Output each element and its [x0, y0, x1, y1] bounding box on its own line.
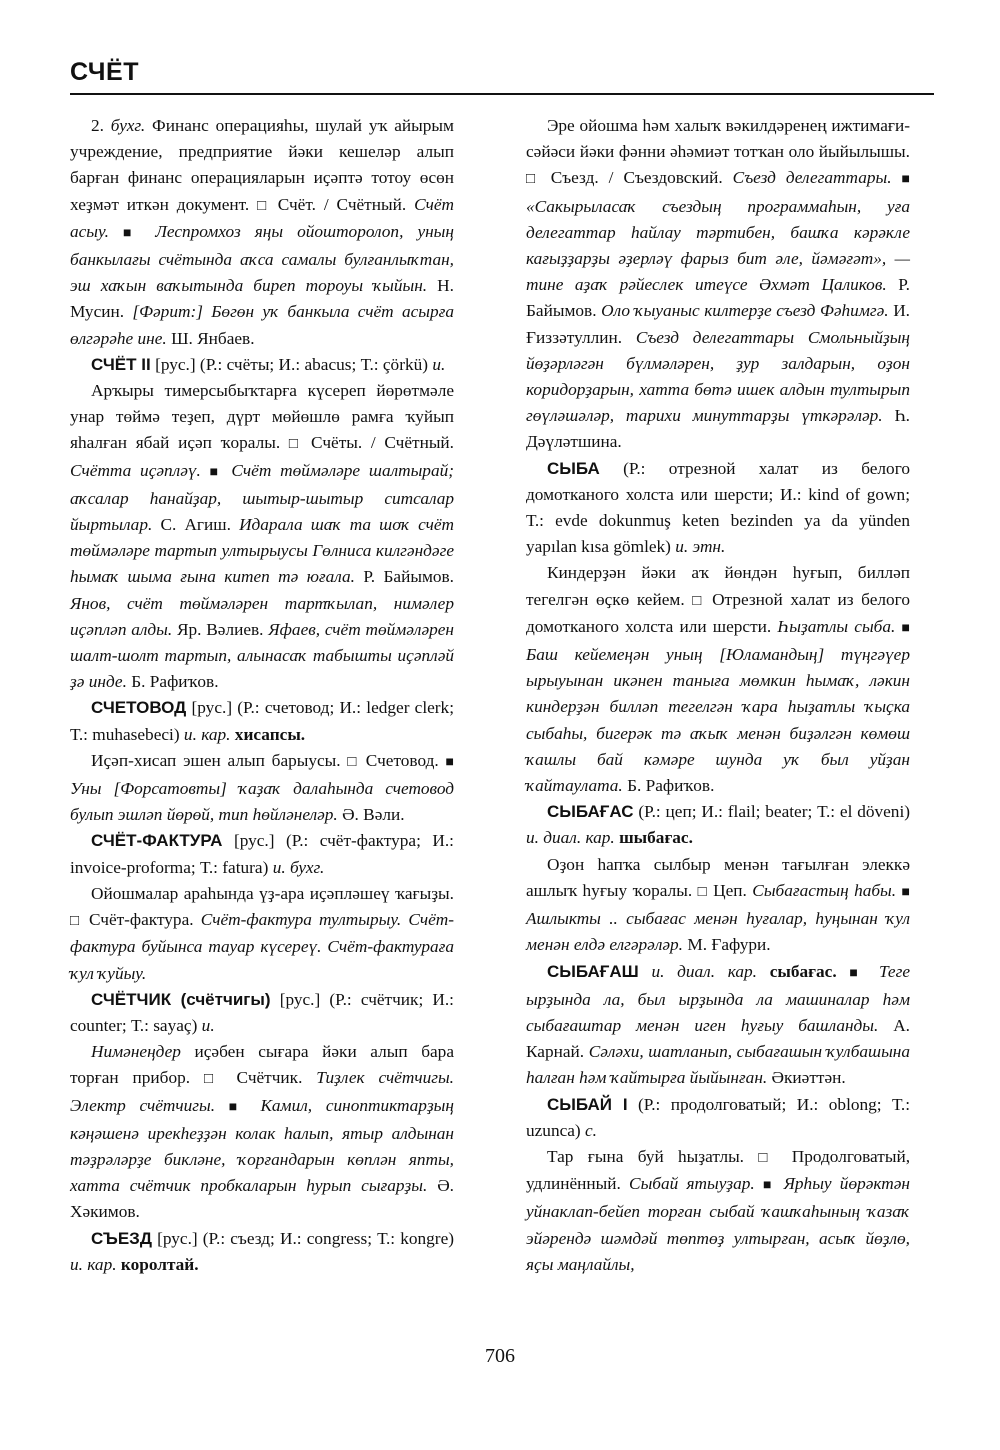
definition: Иҫәп-хисап эшен алып барыусы.	[91, 750, 341, 770]
part-of-speech: и. кар.	[183, 724, 231, 744]
entry-head-line	[70, 352, 454, 378]
quotation-bullet-icon: ■	[849, 965, 867, 981]
cross-reference: шыбағас.	[619, 828, 693, 848]
quotation-author: Әкиәттән.	[771, 1068, 846, 1088]
translation-square-icon: □	[347, 753, 359, 770]
quotation: Счёт төймәләре шалтырай; аҡсалар һанайҙар, шытыр-шытыр ситсалар йыртылар.	[70, 460, 454, 535]
headword: СЫБАЙ I	[547, 1094, 628, 1114]
definition: Тар ғына буй һыҙатлы.	[547, 1146, 745, 1166]
quotation-author: Р. Байымов.	[363, 567, 455, 587]
quotation: Ярһыу йөрәктән уйнаклап-бейеп торған сыбай ҡашҡаһының ҡазаҡ эйәрендә шәмдәй төптөҙ ултырған, асыҡ йөҙлө, яҫы маңлайлы,	[526, 1174, 910, 1274]
quotation-bullet-icon: ■	[209, 464, 223, 480]
translation-square-icon: □	[257, 197, 270, 214]
entry-syezd	[70, 1226, 454, 1278]
translation: Счёт. / Счётный.	[277, 194, 407, 214]
part-of-speech: и.	[201, 1015, 215, 1035]
running-header: СЧЁТ	[70, 58, 139, 86]
quotation-bullet-icon: ■	[901, 884, 910, 900]
example: Съезд делегаттары.	[732, 168, 892, 188]
quotation: Идарала шаҡ та шоҡ счёт төймәләре тартып ултырыусы Гөлниса килгәндәге һымаҡ шыма ғына китеп тә юғала.	[70, 515, 454, 587]
entry-head-line	[526, 799, 910, 851]
entry-paragraph	[70, 748, 454, 829]
translation-square-icon: □	[288, 436, 303, 453]
entry-syba	[526, 456, 910, 800]
quotation-author: М. Ғафури.	[687, 935, 771, 955]
entry-schyotchik	[70, 987, 454, 1226]
translation: Счетовод.	[365, 750, 439, 770]
part-of-speech: и. этн.	[675, 537, 726, 557]
entry-head-line	[70, 828, 454, 880]
translation: Счёты. / Счётный.	[311, 433, 454, 453]
quotation: Леспромхоз яңы ойошторолоп, уның банкылағы счётында аҡса самалы булғанлыҡтан, эш хаҡын ваҡытында биреп тороуы ҡыйын.	[70, 221, 454, 296]
part-of-speech: и. диал. кар.	[651, 961, 757, 981]
source-info: (Р.: отрезной халат из белого домотканого холста или шерсти; И.: kind of gown; Т.: evde dokunmuş keten bezinden ya da yünden yapılan kısa gömlek)	[526, 458, 910, 557]
quotation-author: Н. Мусин.	[70, 276, 454, 322]
quotation-bullet-icon: ■	[445, 754, 454, 770]
cross-reference: королтай.	[120, 1254, 199, 1274]
entry-schyot-faktura	[70, 828, 454, 986]
source-info: (Р.: цеп; И.: flail; beater; Т.: el döveni)	[638, 802, 910, 822]
translation-square-icon: □	[526, 171, 541, 188]
quotation-author: Б. Рафиҡов.	[131, 672, 219, 692]
entry-schyot-sense-2	[70, 113, 454, 352]
quotation-author: А. Карнай.	[526, 1015, 910, 1062]
quotation-author: Б. Рафиҡов.	[627, 776, 715, 796]
cross-reference: сыбағас.	[769, 961, 837, 981]
translation: Продолговатый, удлинённый.	[526, 1146, 911, 1194]
quotation: Теге ырҙында ла, был ырҙында ла машиналар һәм сыбағаштар менән иген һуғыу башланды.	[526, 961, 911, 1035]
quotation: Камил, синоптиктарҙың кәңәшенә ирекһеҙҙән колак һалып, ятыр алдынан тәҙрәләрҙе бикләне, ҡорғандарын көплән япты, хатта счётчик пробкаларын һурып сығарҙы.	[70, 1095, 454, 1196]
definition: Арҡыры тимерсыбыҡтарға күсереп йөрөтмәле унар төймә теҙеп, дүрт мөйөшлө рамға ҡуйып яһалған ябай иҫәп ҡоралы.	[70, 381, 454, 453]
source-info: [рус.] (Р.: съезд; И.: congress; Т.: kongre)	[157, 1228, 454, 1248]
headword: СЧЁТЧИК (счётчигы)	[91, 989, 271, 1009]
headword: СЫБАҒАШ	[547, 961, 639, 981]
translation-square-icon: □	[758, 1149, 778, 1166]
quotation-author: Һ. Дәүләтшина.	[526, 406, 910, 452]
definition: Ойошмалар араһында үҙ-ара иҫәпләшеү ҡағыҙы.	[91, 883, 454, 903]
quotation: Яфаев, счёт төймәләрен шалт-шолт тартып, алынасаҡ табышты иҫәпләй ҙә инде.	[70, 619, 455, 692]
entry-syezd-continued	[526, 113, 910, 456]
definition: иҫәбен сығара йәки алып бара торған прибор.	[70, 1042, 454, 1088]
quotation-author: Ш. Янбаев.	[171, 328, 255, 348]
sense-number: 2.	[91, 116, 104, 135]
entry-schetovod	[70, 695, 454, 828]
entry-paragraph	[526, 560, 910, 799]
entry-head-line	[526, 456, 910, 561]
part-of-speech: и. диал. кар.	[526, 828, 615, 848]
definition-italic: Нимәнеңдер	[91, 1042, 181, 1062]
entry-paragraph	[70, 1039, 454, 1225]
source-info: [рус.] (Р.: счётчик; И.: counter; Т.: sayaç)	[70, 989, 454, 1035]
quotation: Баш кейемеңән уның [Юламандың] түңгәүер ырыуынан икәнен таныға мөмкин һымаҡ, ләкин киндерҙән билләп тегелгән ҡара һыҙатлы ҡыҫка сыбаһы, бигерәк тә аҡыҡ менән биҙәлгән көмөш ҡашлы бай кәмәре шунда уҡ был уйҙан ҡайтаулата.	[526, 645, 910, 796]
quotation: Уны [Форсатовты] ҡаҙаҡ далаһында счетовод булып эшләп йөрөй, тип һөйләнеләр.	[70, 779, 454, 825]
quotation-bullet-icon: ■	[901, 620, 910, 636]
quotation-bullet-icon: ■	[122, 225, 142, 241]
entry-paragraph	[526, 113, 910, 456]
quotation: [Фәрит:] Бөгөн уҡ банкыла счёт асырға өлгәрәһе ине.	[70, 302, 454, 348]
entry-sybay-i	[526, 1092, 910, 1278]
right-column	[526, 113, 910, 1278]
translation: Счёт-фактура.	[88, 910, 194, 930]
quotation: Съезд делегаттары Смольныйҙың йөҙәрләгән бүлмәләрен, ҙур залдарын, оҙон коридорҙарын, хатта бөтә ишек алдын тултырып гөүләшәләр, тарихи минуттарҙы үткәрәләр.	[526, 327, 910, 426]
translation: Съезд. / Съездовский.	[550, 168, 723, 188]
part-of-speech: и.	[432, 354, 446, 374]
entry-head-line	[70, 695, 454, 747]
entry-paragraph	[526, 959, 910, 1092]
entry-head-line	[526, 1092, 910, 1144]
quotation: «Сакырыласаҡ съездың программаһын, уға делегаттар һайлау тәртибен, башҡа кәрәкле кағыҙҙарҙы әҙерләү фарыз бит әле, йәмәғәт», — тине аҙаҡ рәйеслек итеүсе Әхмәт Цаликов.	[526, 196, 910, 295]
headword: СЧЁТ-ФАКТУРА	[91, 831, 223, 851]
source-info: [рус.] (Р.: счёт-фактура; И.: invoice-proforma; Т.: fatura)	[70, 831, 454, 877]
quotation: Янов, счёт төймәләрен тартҡылап, нимәлер иҫәпләп алды.	[70, 593, 454, 639]
source-info: [рус.] (Р.: счетовод; И.: ledger clerk; Т.: muhasebeci)	[70, 698, 454, 744]
example: Сыбай ятыуҙар.	[629, 1174, 755, 1194]
translation: Отрезной халат из белого домотканого холста или шерсти.	[526, 589, 910, 636]
entry-sybagas	[526, 799, 910, 958]
quotation-author: Ә. Хәкимов.	[70, 1176, 454, 1222]
definition: Оҙон һапҡа сылбыр менән тағылған элеккә ашлыҡ һуғыу ҡоралы.	[526, 854, 910, 900]
quotation-bullet-icon: ■	[762, 1178, 776, 1194]
entry-paragraph	[70, 378, 454, 695]
example: Сыбағастың һабы.	[752, 880, 897, 900]
example: Счёт асыу.	[70, 194, 454, 241]
definition: Финанс операцияһы, шулай уҡ айырым учреждение, предприятие йәки кешеләр алып барған финанс операцияларын иҫәптә тотоу өсөн хеҙмәт иткән документ.	[70, 116, 454, 214]
entry-paragraph	[70, 113, 454, 352]
translation-square-icon: □	[70, 913, 82, 930]
translation-square-icon: □	[203, 1071, 223, 1088]
translation-square-icon: □	[697, 883, 708, 900]
quotation: Ашлыкты .. сыбағас менән һуғалар, һуңынан ҡул менән елдә елгәрәләр.	[526, 909, 910, 955]
part-of-speech: и. кар.	[70, 1254, 117, 1274]
definition: Киндерҙән йәки аҡ йөндән һуғып, билләп тегелгән өҫкө кейем.	[526, 563, 910, 609]
entry-paragraph	[526, 1144, 910, 1278]
entry-head-line	[70, 1226, 454, 1278]
entry-sybagash	[526, 959, 910, 1092]
translation: Цеп.	[713, 880, 747, 900]
headword: СЪЕЗД	[91, 1228, 152, 1248]
headword: СЧЕТОВОД	[91, 698, 187, 718]
translation: Счётчик.	[236, 1068, 303, 1088]
translation-square-icon: □	[692, 592, 705, 609]
example: Тиҙлек счётчигы. Электр счётчигы.	[70, 1068, 454, 1115]
example: Һыҙатлы сыба.	[777, 616, 896, 636]
quotation-bullet-icon: ■	[901, 172, 910, 188]
source-info: [рус.] (Р.: счёты; И.: abacus; Т.: çörkü)	[155, 354, 428, 374]
cross-reference: хисапсы.	[234, 724, 306, 744]
part-of-speech: с.	[585, 1120, 598, 1140]
entry-head-line	[70, 987, 454, 1039]
entry-paragraph	[526, 852, 910, 959]
part-of-speech: и. бухг.	[272, 857, 325, 877]
quotation-author: Яр. Вәлиев.	[177, 619, 264, 639]
quotation-bullet-icon: ■	[228, 1099, 247, 1115]
example: Счётта иҫәпләү.	[70, 460, 201, 480]
definition: Эре ойошма һәм халыҡ вәкилдәренең ижтимағи-сәйәси йәки фәнни әһәмиәт тотҡан оло йыйылышы.	[526, 116, 910, 162]
example: Счёт-фактура тултырыу. Счёт-фактура буйынса тауар күсереү. Счёт-фактураға ҡул ҡуйыу.	[70, 910, 455, 983]
page-number: 706	[485, 1345, 515, 1367]
headword: СЫБАҒАС	[547, 802, 634, 822]
quotation-author: Р. Байымов.	[526, 275, 910, 321]
usage-label: бухг.	[110, 116, 146, 135]
entry-schyot-ii	[70, 352, 454, 696]
header-rule	[70, 93, 934, 95]
entry-paragraph	[70, 881, 454, 987]
quotation: Оло ҡыуаныс килтерҙе съезд Фәһимгә.	[601, 301, 889, 321]
headword: СЧЁТ II	[91, 354, 151, 374]
headword: СЫБА	[547, 458, 600, 478]
quotation: Сәләхи, шатланып, сыбағашын ҡулбашына һалған һәм ҡайтырға йыйынған.	[526, 1042, 910, 1088]
quotation-author: С. Агиш.	[160, 515, 231, 535]
quotation-author: Ә. Вәли.	[342, 805, 405, 825]
quotation-author: И. Ғиззәтуллин.	[526, 301, 910, 347]
source-info: (Р.: продолговатый; И.: oblong; Т.: uzunca)	[526, 1094, 910, 1140]
left-column	[70, 113, 454, 1278]
